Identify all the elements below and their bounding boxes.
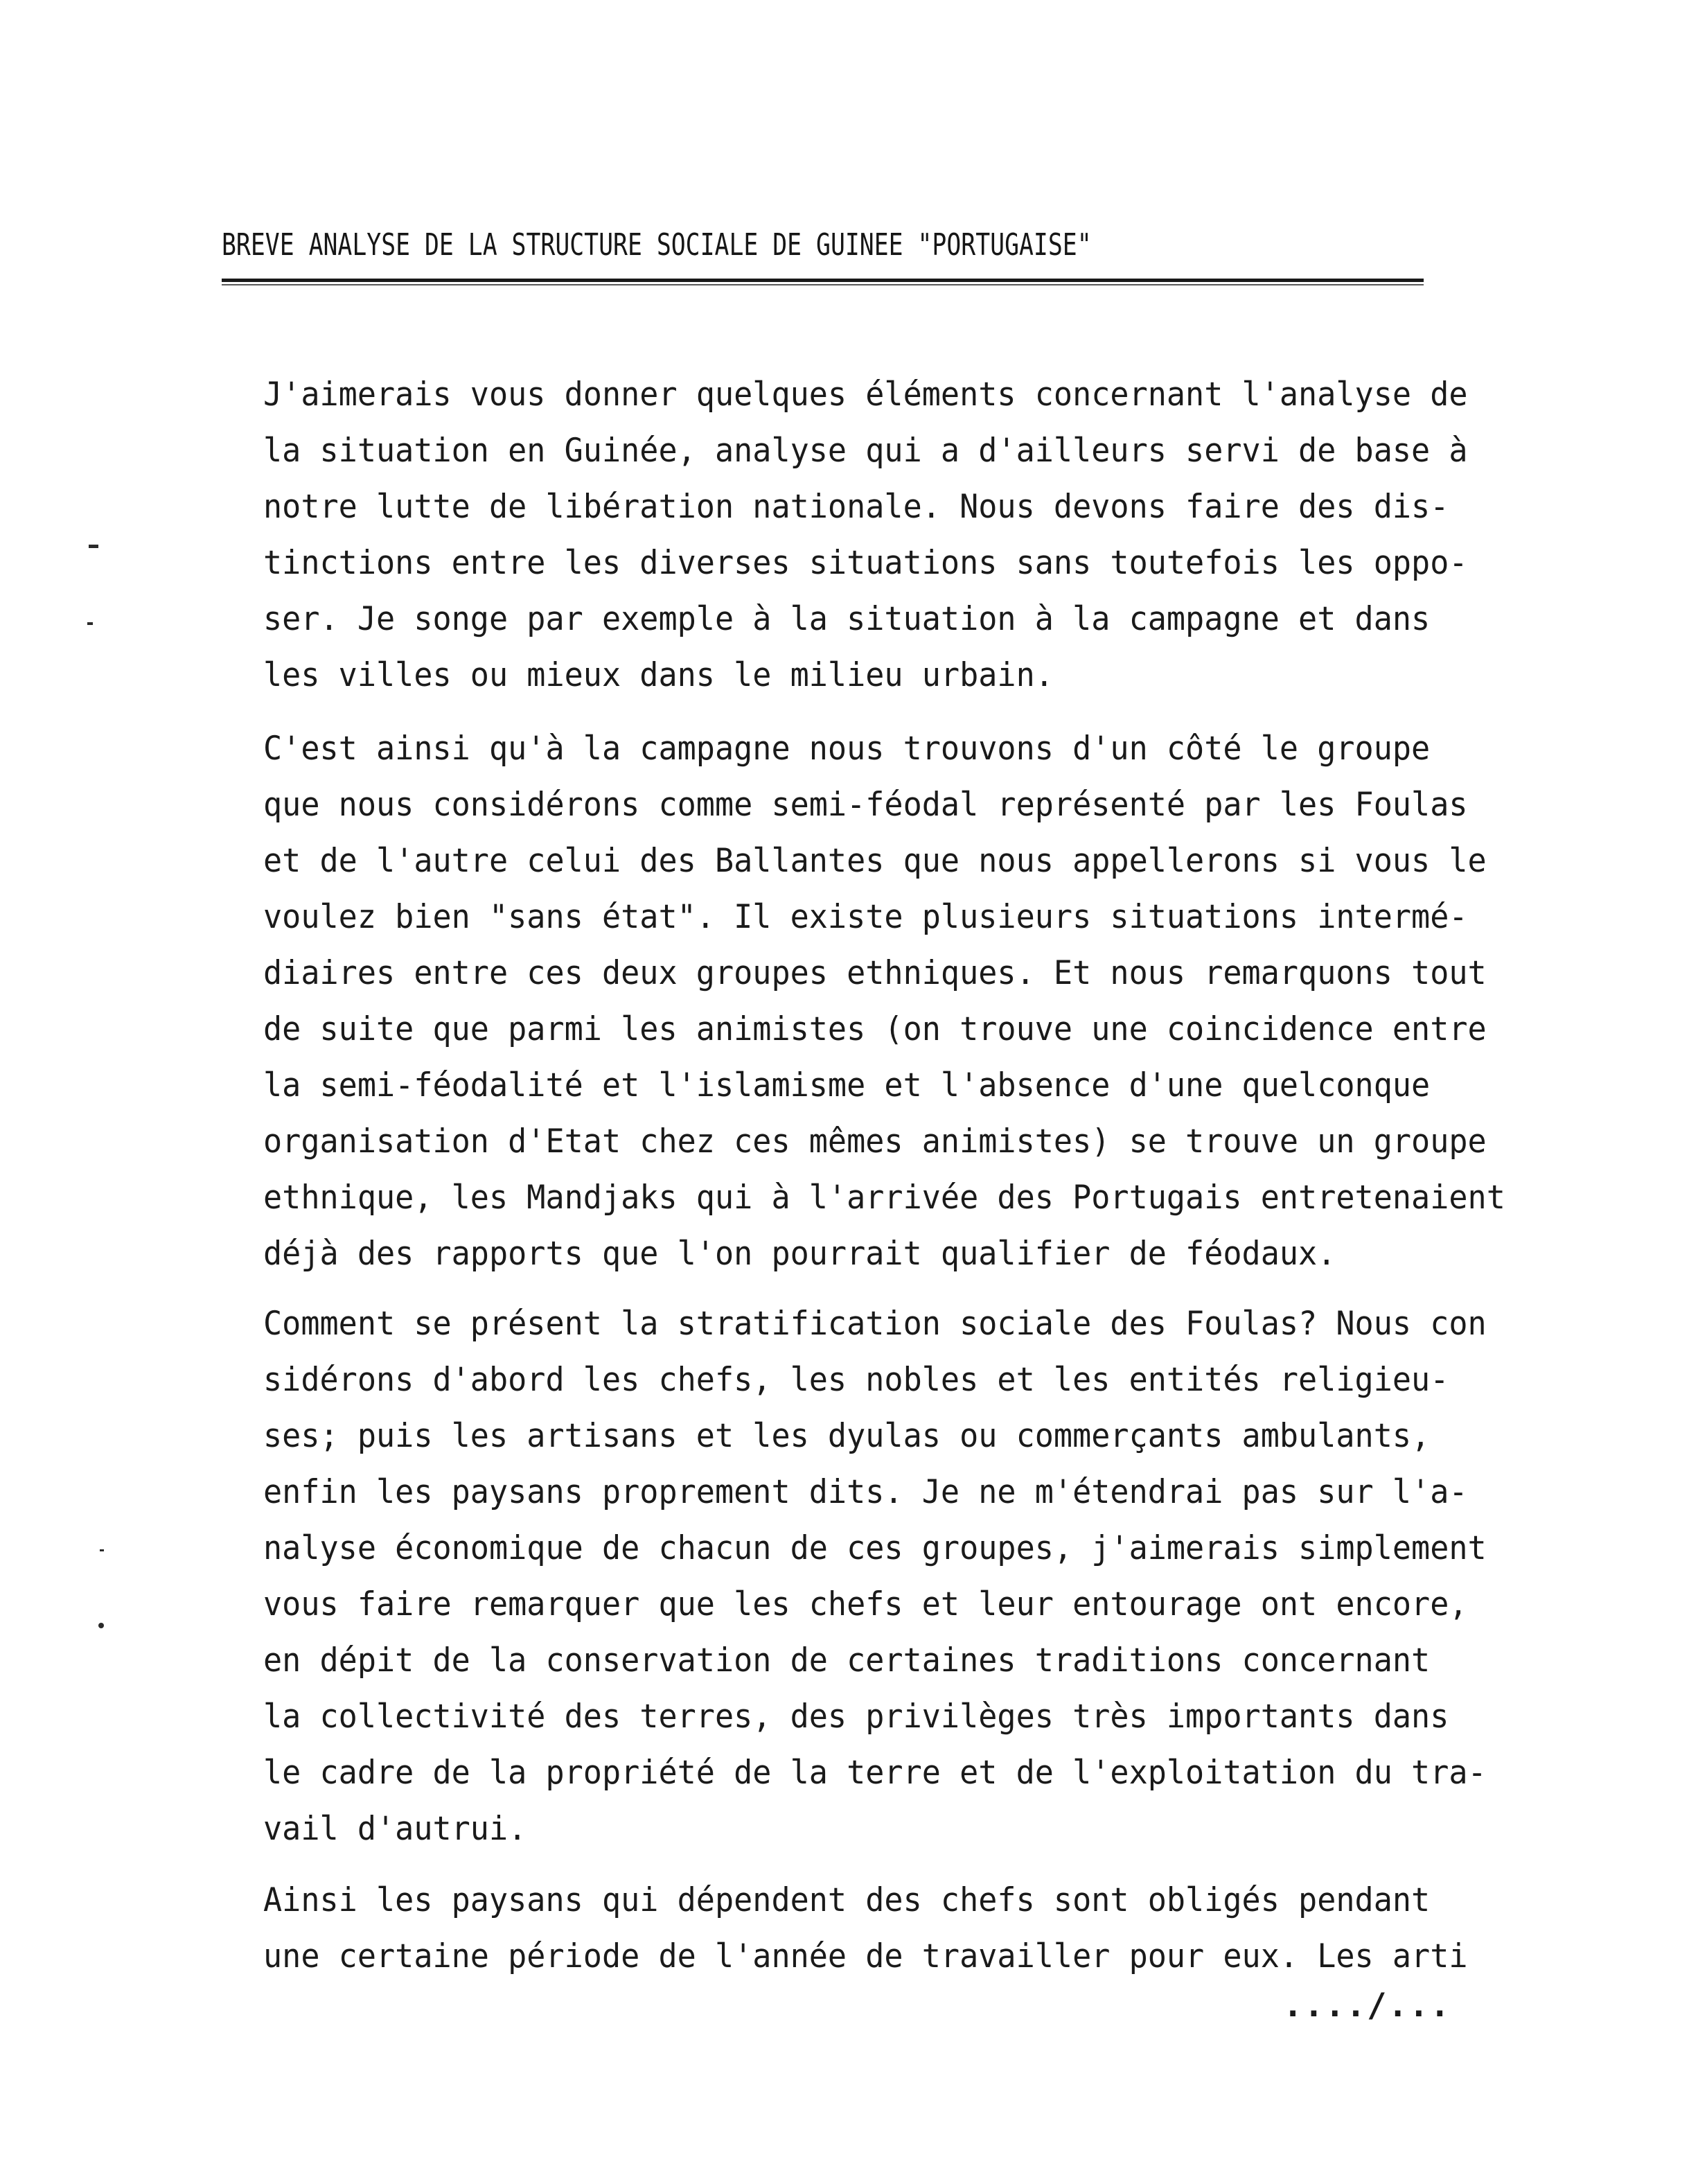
text-line: nalyse économique de chacun de ces groupes, j'aimerais simplement bbox=[263, 1529, 1487, 1567]
text-line: sidérons d'abord les chefs, les nobles et les entités religieu- bbox=[263, 1361, 1449, 1399]
text-line: enfin les paysans proprement dits. Je ne m'étendrai pas sur l'a- bbox=[263, 1473, 1468, 1511]
margin-speck bbox=[89, 545, 98, 548]
text-line: J'aimerais vous donner quelques éléments concernant l'analyse de bbox=[263, 376, 1468, 414]
text-line: déjà des rapports que l'on pourrait qualifier de féodaux. bbox=[263, 1235, 1336, 1273]
text-line: notre lutte de libération nationale. Nous devons faire des dis- bbox=[263, 488, 1449, 526]
text-line: Comment se présent la stratification sociale des Foulas? Nous con bbox=[263, 1305, 1487, 1343]
text-line: ethnique, les Mandjaks qui à l'arrivée des Portugais entretenaient bbox=[263, 1179, 1505, 1217]
title-underline bbox=[222, 279, 1424, 282]
margin-speck bbox=[87, 622, 93, 625]
text-line: voulez bien "sans état". Il existe plusieurs situations intermé- bbox=[263, 898, 1468, 936]
text-line: la collectivité des terres, des privilèges très importants dans bbox=[263, 1698, 1449, 1736]
text-line: en dépit de la conservation de certaines traditions concernant bbox=[263, 1641, 1431, 1680]
text-line: ser. Je songe par exemple à la situation à la campagne et dans bbox=[263, 600, 1431, 638]
paragraph-2 bbox=[263, 721, 1621, 1282]
paragraph-1 bbox=[263, 367, 1621, 703]
text-line: Ainsi les paysans qui dépendent des chefs sont obligés pendant bbox=[263, 1881, 1431, 1919]
margin-speck bbox=[98, 1623, 104, 1628]
text-line: la semi-féodalité et l'islamisme et l'absence d'une quelconque bbox=[263, 1066, 1431, 1104]
text-line: une certaine période de l'année de travailler pour eux. Les arti bbox=[263, 1937, 1468, 1975]
margin-speck bbox=[100, 1549, 104, 1551]
text-line: vous faire remarquer que les chefs et leur entourage ont encore, bbox=[263, 1585, 1468, 1623]
text-line: tinctions entre les diverses situations sans toutefois les oppo- bbox=[263, 544, 1468, 582]
text-line: les villes ou mieux dans le milieu urbain. bbox=[263, 656, 1054, 694]
text-line: de suite que parmi les animistes (on trouve une coincidence entre bbox=[263, 1010, 1487, 1048]
title-underline-shadow bbox=[222, 284, 1424, 285]
text-line: ses; puis les artisans et les dyulas ou commerçants ambulants, bbox=[263, 1417, 1431, 1455]
text-line: vail d'autrui. bbox=[263, 1810, 527, 1848]
text-line: organisation d'Etat chez ces mêmes animistes) se trouve un groupe bbox=[263, 1122, 1487, 1161]
page-continuation-mark: ..../... bbox=[1283, 1987, 1451, 2025]
text-line: le cadre de la propriété de la terre et de l'exploitation du tra- bbox=[263, 1754, 1487, 1792]
text-line: et de l'autre celui des Ballantes que nous appellerons si vous le bbox=[263, 842, 1487, 880]
paragraph-3 bbox=[263, 1296, 1621, 1857]
text-line: la situation en Guinée, analyse qui a d'ailleurs servi de base à bbox=[263, 432, 1468, 470]
text-line: diaires entre ces deux groupes ethniques. Et nous remarquons tout bbox=[263, 954, 1487, 992]
text-line: que nous considérons comme semi-féodal représenté par les Foulas bbox=[263, 786, 1468, 824]
text-line: C'est ainsi qu'à la campagne nous trouvons d'un côté le groupe bbox=[263, 730, 1431, 768]
paragraph-4 bbox=[263, 1872, 1621, 1984]
document-title: BREVE ANALYSE DE LA STRUCTURE SOCIALE DE GUINEE "PORTUGAISE" bbox=[222, 227, 1092, 263]
